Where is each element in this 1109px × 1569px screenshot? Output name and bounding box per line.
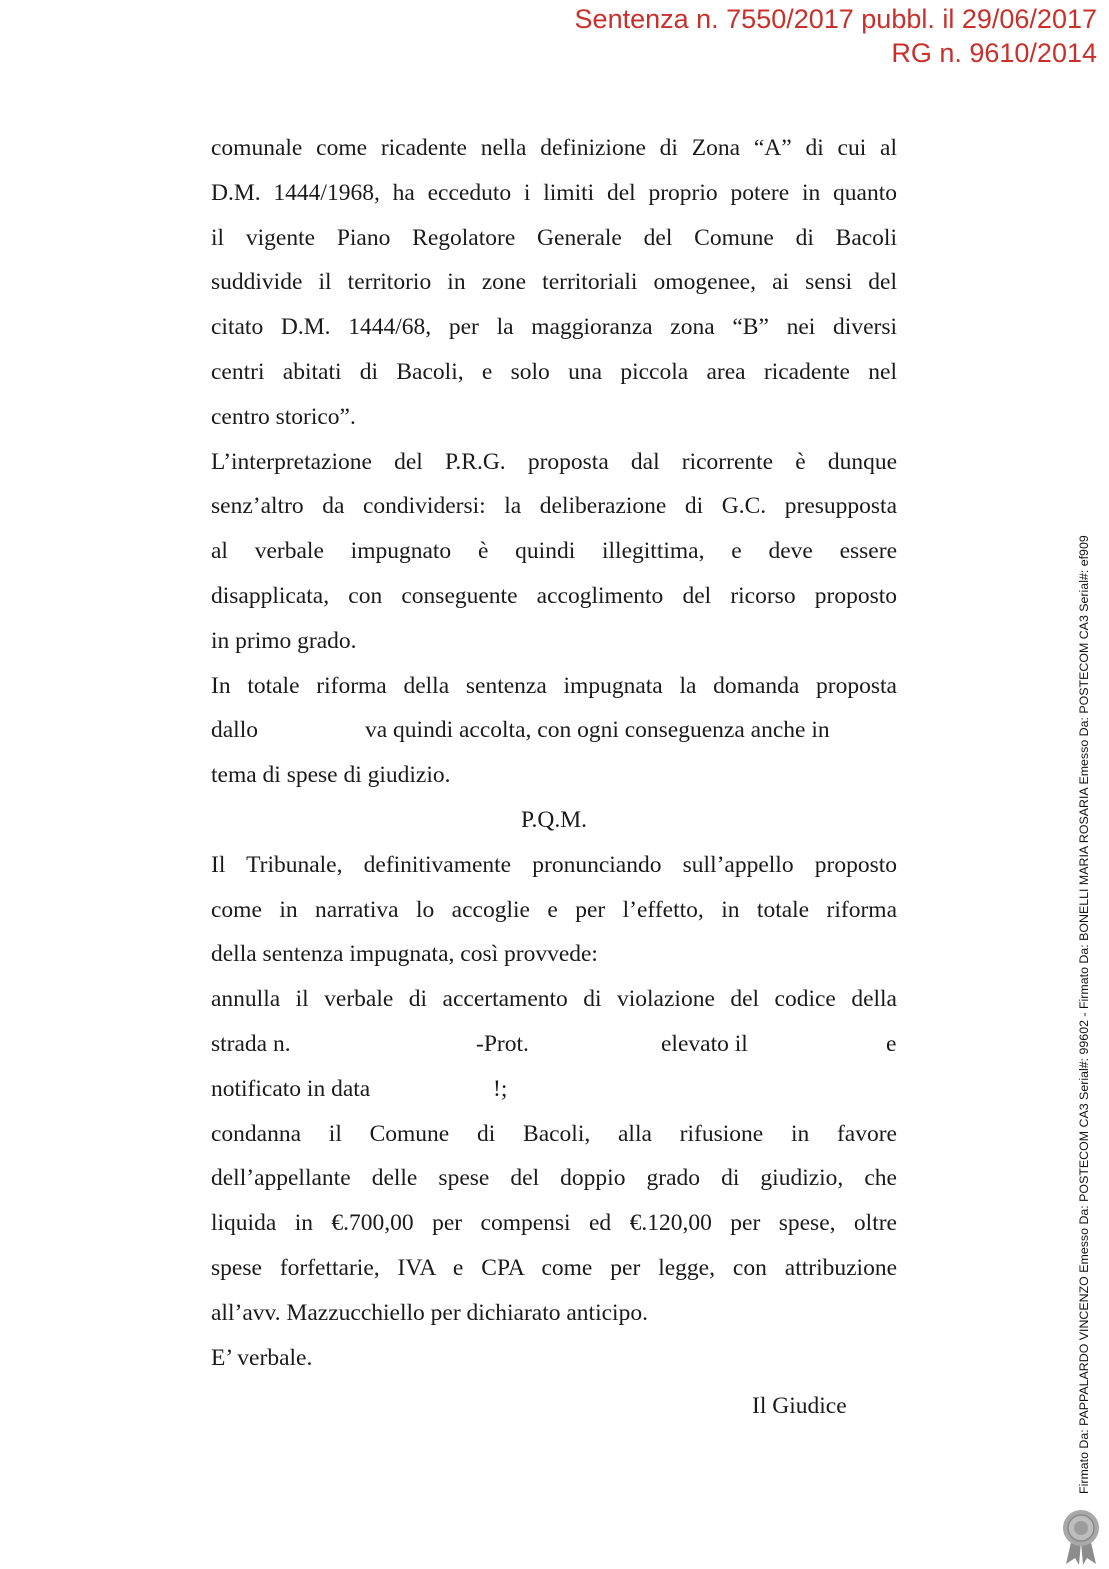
body-line-redacted bbox=[211, 708, 897, 753]
body-line: comunale come ricadente nella definizione di Zona “A” di cui al bbox=[211, 135, 897, 161]
body-line: liquida in €.700,00 per compensi ed €.120,00 per spese, oltre bbox=[211, 1210, 897, 1237]
seal-icon bbox=[1058, 1508, 1104, 1566]
body-line: della sentenza impugnata, così provvede: bbox=[211, 941, 598, 968]
body-line: in primo grado. bbox=[211, 627, 357, 654]
body-line: D.M. 1444/1968, ha ecceduto i limiti del proprio potere in quanto bbox=[211, 179, 897, 206]
body-line-redacted bbox=[211, 1067, 897, 1112]
document-header bbox=[575, 2, 1097, 70]
section-heading-pqm: P.Q.M. bbox=[521, 806, 587, 833]
redacted-line-text: e bbox=[886, 1030, 897, 1057]
judge-signature: Il Giudice bbox=[752, 1393, 847, 1419]
redacted-line-text: va quindi accolta, con ogni conseguenza anche in bbox=[365, 717, 830, 744]
body-line: L’interpretazione del P.R.G. proposta dal ricorrente è dunque bbox=[211, 448, 897, 475]
body-line: tema di spese di giudizio. bbox=[211, 762, 451, 789]
body-line: annulla il verbale di accertamento di violazione del codice della bbox=[211, 986, 897, 1013]
body-line: all’avv. Mazzucchiello per dichiarato anticipo. bbox=[211, 1299, 648, 1326]
body-line: spese forfettarie, IVA e CPA come per legge, con attribuzione bbox=[211, 1254, 897, 1281]
body-line: centro storico”. bbox=[211, 403, 356, 430]
body-line-redacted bbox=[211, 1022, 897, 1067]
body-line: il vigente Piano Regolatore Generale del Comune di Bacoli bbox=[211, 224, 897, 251]
body-line: suddivide il territorio in zone territoriali omogenee, ai sensi del bbox=[211, 269, 897, 296]
redacted-line-text: -Prot. bbox=[476, 1030, 529, 1057]
body-line: citato D.M. 1444/68, per la maggioranza zona “B” nei diversi bbox=[211, 314, 897, 341]
body-line: centri abitati di Bacoli, e solo una piccola area ricadente nel bbox=[211, 358, 897, 385]
body-line: al verbale impugnato è quindi illegittima, e deve essere bbox=[211, 538, 897, 565]
body-line: senz’altro da condividersi: la deliberazione di G.C. presupposta bbox=[211, 493, 897, 520]
body-line: E’ verbale. bbox=[211, 1344, 313, 1371]
redacted-line-text: strada n. bbox=[211, 1030, 291, 1057]
body-line: disapplicata, con conseguente accoglimento del ricorso proposto bbox=[211, 582, 897, 609]
digital-signature-stamp: Firmato Da: PAPPALARDO VINCENZO Emesso Da: POSTECOM CA3 Serial#: 99602 - Firmato Da: BONELLI MARIA ROSARIA Emesso Da: POSTECOM CA3 Serial#: ef909 bbox=[1077, 535, 1091, 1494]
redacted-line-text: elevato il bbox=[661, 1030, 748, 1057]
case-number: RG n. 9610/2014 bbox=[891, 38, 1097, 68]
body-line: In totale riforma della sentenza impugnata la domanda proposta bbox=[211, 672, 897, 699]
body-line: dell’appellante delle spese del doppio grado di giudizio, che bbox=[211, 1165, 897, 1192]
redacted-line-text: notificato in data bbox=[211, 1075, 371, 1102]
redacted-line-text: dallo bbox=[211, 717, 258, 744]
body-line: come in narrativa lo accoglie e per l’effetto, in totale riforma bbox=[211, 896, 897, 923]
document-body bbox=[211, 126, 897, 1380]
body-line: condanna il Comune di Bacoli, alla rifusione in favore bbox=[211, 1120, 897, 1147]
redacted-line-text: !; bbox=[493, 1075, 508, 1102]
sentence-number: Sentenza n. 7550/2017 pubbl. il 29/06/2017 bbox=[574, 4, 1097, 34]
body-line: Il Tribunale, definitivamente pronunciando sull’appello proposto bbox=[211, 851, 897, 878]
